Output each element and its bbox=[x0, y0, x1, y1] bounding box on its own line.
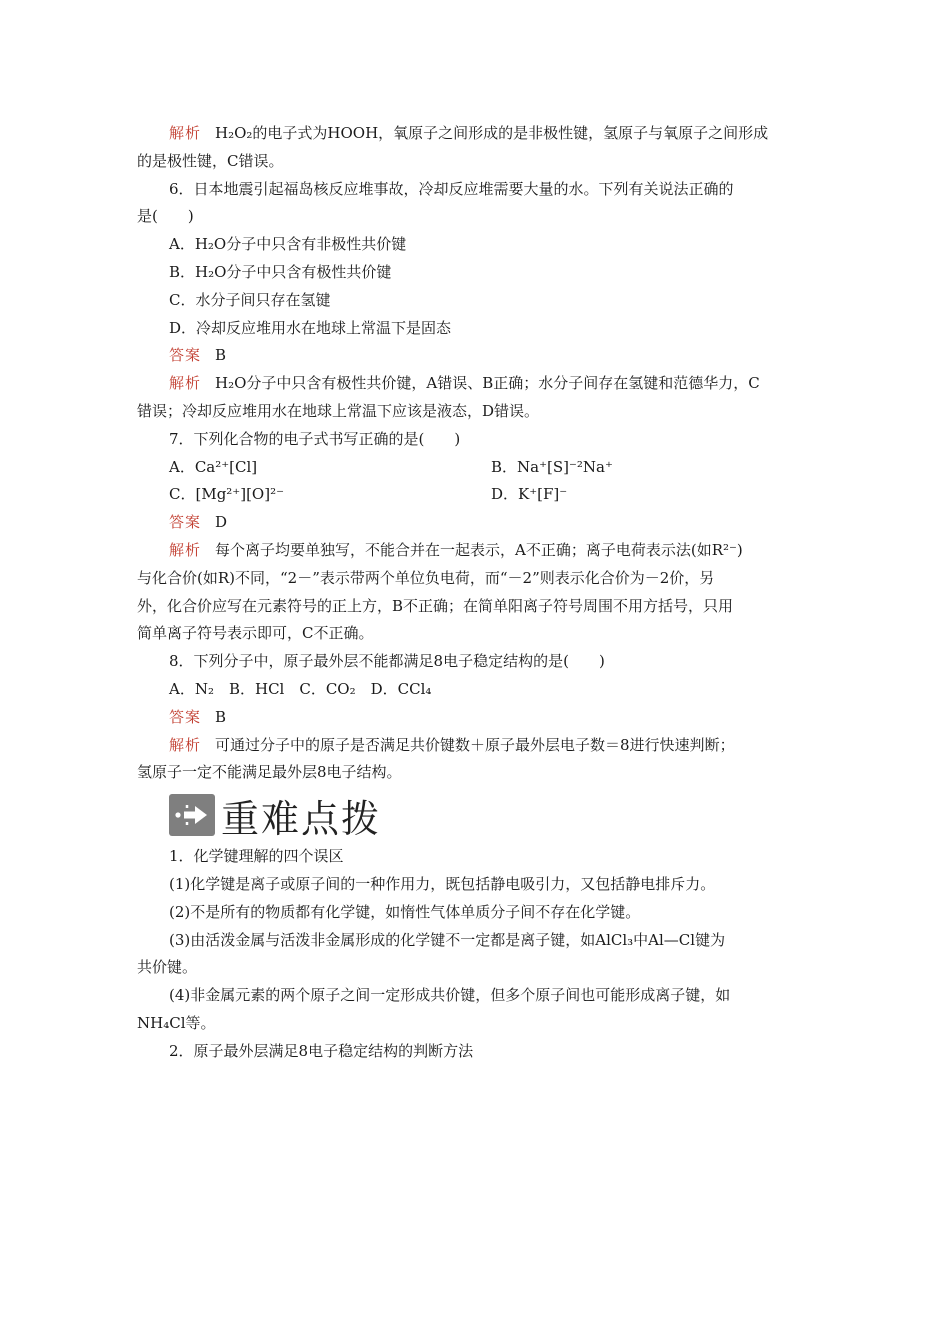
q6-option-a: A．H₂O分子中只含有非极性共价键 bbox=[169, 235, 407, 254]
q8-analysis-text-1: 可通过分子中的原子是否满足共价键数＋原子最外层电子数＝8进行快速判断； bbox=[215, 735, 735, 754]
q8-answer bbox=[137, 704, 813, 732]
point-1-title: 1．化学键理解的四个误区 bbox=[169, 847, 344, 866]
analysis-tag: 解析 bbox=[169, 124, 202, 142]
q7-analysis-line-1 bbox=[137, 537, 813, 565]
point-1-item-4-line-2: NH₄Cl等。 bbox=[137, 1013, 216, 1032]
q6-stem-line-2: 是( ) bbox=[137, 207, 194, 226]
q8-answer-value: B bbox=[215, 707, 227, 726]
q7-analysis-line-3: 外，化合价应写在元素符号的正上方，B不正确；在简单阳离子符号周围不用方括号，只用 bbox=[137, 596, 734, 615]
section-banner bbox=[169, 791, 813, 839]
point-1-item-3-line-1: (3)由活泼金属与活泼非金属形成的化学键不一定都是离子键，如AlCl₃中Al—Cl键为 bbox=[169, 930, 726, 949]
q7-option-b: B．Na⁺[S]⁻²Na⁺ bbox=[491, 457, 613, 476]
q7-option-a: A．Ca²⁺[Cl] bbox=[169, 457, 258, 476]
analysis-tag: 解析 bbox=[169, 735, 202, 754]
point-1-item-3-line-2: 共价键。 bbox=[137, 958, 198, 977]
q7-option-d: D．K⁺[F]⁻ bbox=[491, 485, 568, 504]
q6-analysis-line-2: 错误；冷却反应堆用水在地球上常温下应该是液态，D错误。 bbox=[137, 401, 540, 420]
q7-options-row-2 bbox=[137, 481, 813, 509]
q6-option-b: B．H₂O分子中只含有极性共价键 bbox=[169, 262, 392, 281]
q6-option-c: C．水分子间只存在氢键 bbox=[169, 290, 331, 309]
q7-analysis-line-4: 简单离子符号表示即可，C不正确。 bbox=[137, 624, 374, 643]
q6-analysis-line-1 bbox=[137, 370, 813, 398]
point-1-item-2: (2)不是所有的物质都有化学键，如惰性气体单质分子间不存在化学键。 bbox=[169, 902, 641, 921]
q6-answer-value: B bbox=[215, 346, 227, 365]
answer-tag: 答案 bbox=[169, 707, 202, 726]
q7-analysis-line-2: 与化合价(如R)不同，“2－”表示带两个单位负电荷，而“－2”则表示化合价为－2价，另 bbox=[137, 568, 715, 587]
section-title: 重难点拨 bbox=[221, 796, 382, 841]
q6-answer bbox=[137, 342, 813, 370]
q8-analysis-line-2: 氢原子一定不能满足最外层8电子结构。 bbox=[137, 763, 402, 782]
q7-option-c: C．[Mg²⁺][O]²⁻ bbox=[169, 485, 285, 504]
q8-stem: 8．下列分子中，原子最外层不能都满足8电子稳定结构的是( ) bbox=[169, 652, 605, 671]
q7-stem: 7．下列化合物的电子式书写正确的是( ) bbox=[169, 429, 461, 448]
point-2-title: 2．原子最外层满足8电子稳定结构的判断方法 bbox=[169, 1041, 474, 1060]
answer-tag: 答案 bbox=[169, 513, 202, 532]
section-arrow-icon bbox=[169, 794, 215, 836]
q6-stem-line-1: 6．日本地震引起福岛核反应堆事故，冷却反应堆需要大量的水。下列有关说法正确的 bbox=[169, 179, 734, 198]
document-body bbox=[137, 120, 813, 1066]
q7-answer bbox=[137, 509, 813, 537]
q8-options: A．N₂ B．HCl C．CO₂ D．CCl₄ bbox=[169, 679, 432, 698]
point-1-item-4-line-1: (4)非金属元素的两个原子之间一定形成共价键，但多个原子间也可能形成离子键，如 bbox=[169, 986, 731, 1005]
q5-analysis-line-2: 的是极性键，C错误。 bbox=[137, 151, 284, 170]
analysis-tag: 解析 bbox=[169, 540, 202, 559]
point-1-item-1: (1)化学键是离子或原子间的一种作用力，既包括静电吸引力，又包括静电排斥力。 bbox=[169, 874, 716, 893]
q6-option-d: D．冷却反应堆用水在地球上常温下是固态 bbox=[169, 318, 452, 337]
q7-answer-value: D bbox=[215, 513, 228, 532]
arrow-out-icon bbox=[173, 802, 211, 828]
q5-analysis-line-1 bbox=[137, 120, 813, 148]
q8-analysis-line-1 bbox=[137, 732, 813, 760]
q7-options-row-1 bbox=[137, 454, 813, 482]
q6-analysis-text-1: H₂O分子中只含有极性共价键，A错误、B正确；水分子间存在氢键和范德华力，C bbox=[215, 374, 760, 393]
answer-tag: 答案 bbox=[169, 346, 202, 365]
q7-analysis-text-1: 每个离子均要单独写，不能合并在一起表示，A不正确；离子电荷表示法(如R²⁻) bbox=[215, 540, 743, 559]
analysis-tag: 解析 bbox=[169, 374, 202, 393]
q5-analysis-text-1: H₂O₂的电子式为HOOH，氧原子之间形成的是非极性键，氢原子与氧原子之间形成 bbox=[215, 124, 769, 142]
